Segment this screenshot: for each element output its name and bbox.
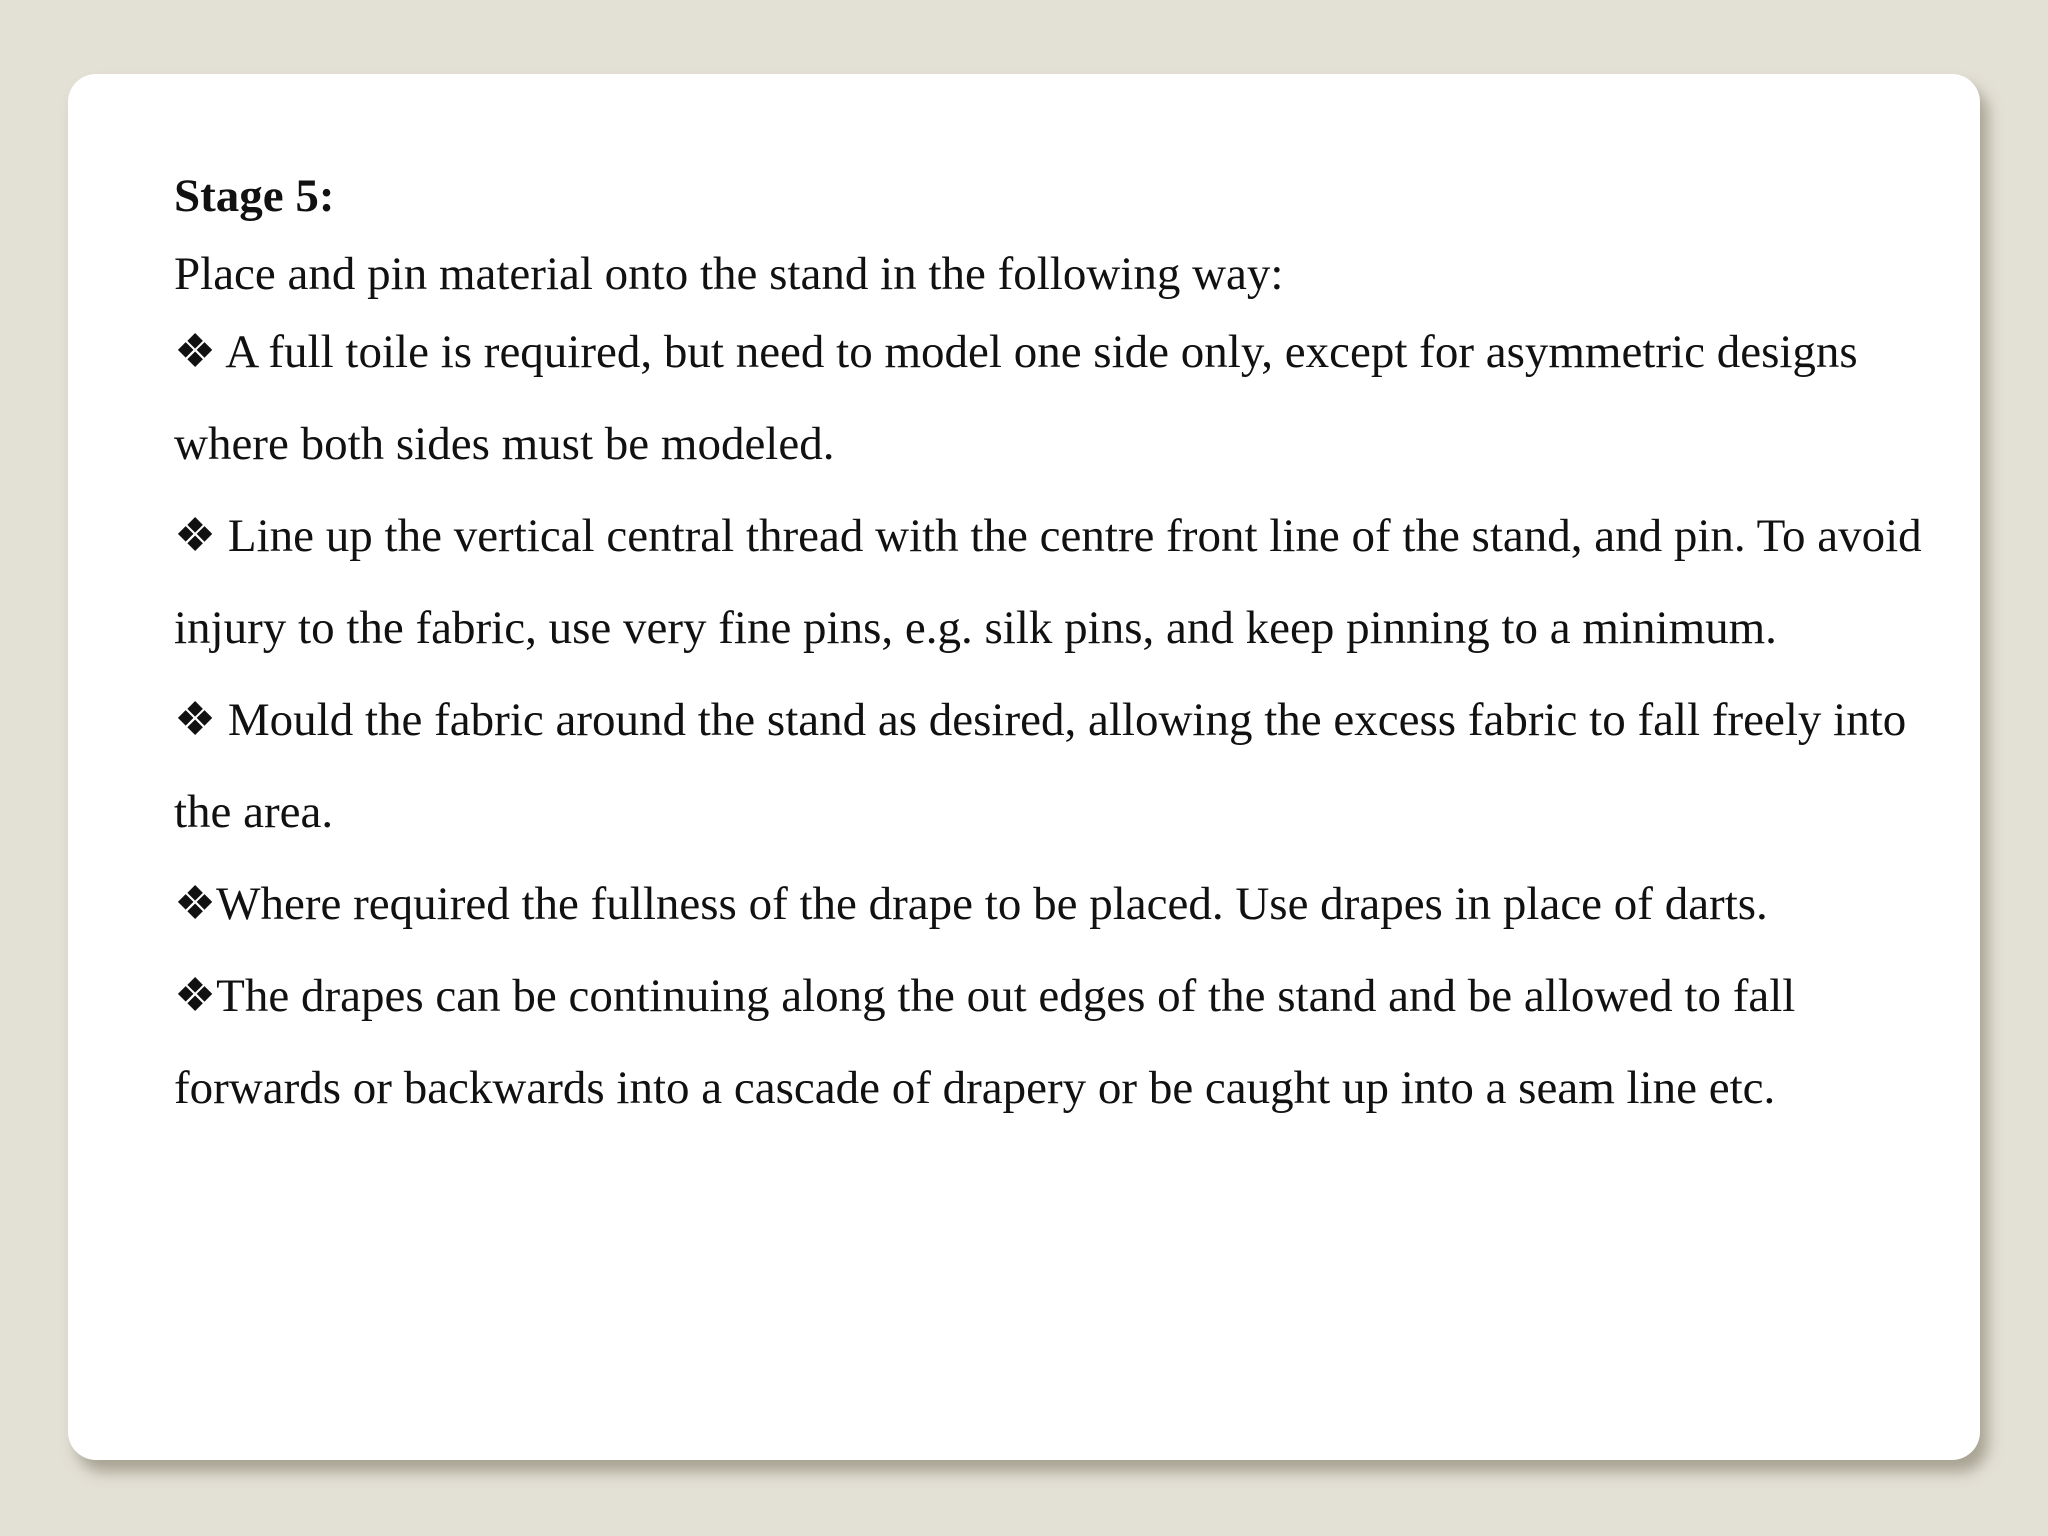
bullet-item — [174, 490, 1934, 674]
bullet-item — [174, 858, 1934, 950]
diamond-bullet-icon: ❖ — [174, 326, 226, 378]
bullet-text: Mould the fabric around the stand as desired, allowing the excess fabric to fall freely into the area. — [174, 694, 1907, 838]
bullet-item — [174, 950, 1934, 1134]
intro-text: Place and pin material onto the stand in the following way: — [174, 248, 1284, 300]
diamond-bullet-icon: ❖ — [174, 694, 228, 746]
slide-title: Stage 5: — [174, 170, 335, 222]
bullet-item — [174, 306, 1934, 490]
diamond-bullet-icon: ❖ — [174, 878, 217, 930]
diamond-bullet-icon: ❖ — [174, 510, 228, 562]
slide-card — [68, 74, 1980, 1460]
bullet-text: The drapes can be continuing along the out edges of the stand and be allowed to fall forwards or backwards into a cascade of drapery or be caught up into a seam line etc. — [174, 970, 1796, 1114]
bullet-item — [174, 674, 1934, 858]
bullet-text: Line up the vertical central thread with the centre front line of the stand, and pin. To avoid injury to the fabric, use very fine pins, e.g. silk pins, and keep pinning to a minimum. — [174, 510, 1922, 654]
bullet-text: Where required the fullness of the drape to be placed. Use drapes in place of darts. — [216, 878, 1768, 930]
slide-content — [174, 164, 1934, 1134]
bullet-text: A full toile is required, but need to model one side only, except for asymmetric designs where both sides must be modeled. — [174, 326, 1858, 470]
diamond-bullet-icon: ❖ — [174, 970, 217, 1022]
